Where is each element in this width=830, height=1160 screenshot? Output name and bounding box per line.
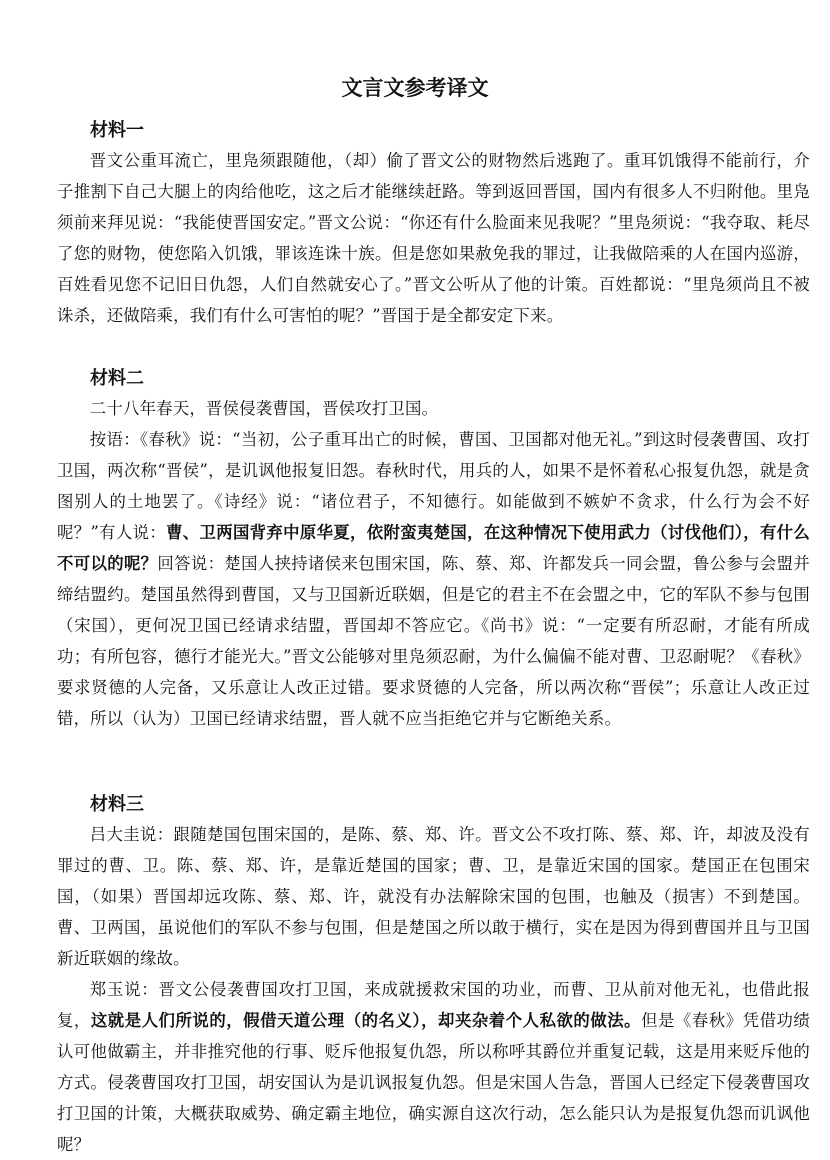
paragraph-text: 按语：《春秋》说：“当初，公子重耳出亡的时候，曹国、卫国都对他无礼。”到这时侵袭曹国、攻打卫国，两次称“晋侯”，是讥讽他报复旧怨。春秋时代，用兵的人，如果不是怀着私心报复仇怨，就是贪图别人的土地罢了。《诗经》说：“诸位君子，不知德行。如能做到不嫉妒不贪求，什么行为会不好呢？”有人说： (57, 430, 810, 542)
paragraph-text: 但是《春秋》凭借功绩认可他做霸主，并非推究他的行事、贬斥他报复仇怨，所以称呼其爵位并重复记载，这是用来贬斥他的方式。侵袭曹国攻打卫国，胡安国认为是讥讽报复仇怨。但是宋国人告急，晋国人已经定下侵袭曹国攻打卫国的计策，大概获取威势、确定霸主地位，确实源自这次行动，怎么能只认为是报复仇怨而讥讽他呢？ (57, 1011, 811, 1154)
document-title: 文言文参考译文 (341, 75, 489, 100)
bold-quote: 这就是人们所说的，假借天道公理（的名义），却夹杂着个人私欲的做法。 (90, 1011, 642, 1030)
section-heading-3: 材料三 (90, 794, 144, 815)
paragraph-text: 回答说：楚国人挟持诸侯来包围宋国，陈、蔡、郑、许都发兵一同会盟，鲁公参与会盟并缔结盟约。楚国虽然得到曹国，又与卫国新近联姻，但是它的君主不在会盟之中，它的军队不参与包围（宋国），更何况卫国已经请求结盟，晋国却不答应它。《尚书》说：“一定要有所忍耐，才能有所成功；有所包容，德行才能光大。”晋文公能够对里凫须忍耐，为什么偏偏不能对曹、卫忍耐呢？《春秋》要求贤德的人完备，又乐意让人改正过错。要求贤德的人完备，所以两次称“晋侯”；乐意让人改正过错，所以（认为）卫国已经请求结盟，晋人就不应当拒绝它并与它断绝关系。 (57, 554, 810, 728)
bold-quote: 曹、卫两国背弃中原华夏，依附蛮夷楚国，在这种情况下使用武力（讨伐他们），有什么不可以的呢？ (57, 523, 810, 573)
section-1-paragraph-1: 晋文公重耳流亡，里凫须跟随他，（却）偷了晋文公的财物然后逃跑了。重耳饥饿得不能前行，介子推割下自己大腿上的肉给他吃，这之后才能继续赶路。等到返回晋国，国内有很多人不归附他。里凫须前来拜见说：“我能使晋国安定。”晋文公说：“你还有什么脸面来见我呢？”里凫须说：“我夺取、耗尽了您的财物，使您陷入饥饿，罪该连诛十族。但是您如果赦免我的罪过，让我做陪乘的人在国内巡游，百姓看见您不记旧日仇怨，人们自然就安心了。”晋文公听从了他的计策。百姓都说：“里凫须尚且不被诛杀，还做陪乘，我们有什么可害怕的呢？”晋国于是全都安定下来。 (57, 151, 810, 325)
section-3-paragraph-2 (57, 974, 810, 1160)
section-3-paragraph-1: 吕大圭说：跟随楚国包围宋国的，是陈、蔡、郑、许。晋文公不攻打陈、蔡、郑、许，却波及没有罪过的曹、卫。陈、蔡、郑、许，是靠近楚国的国家；曹、卫，是靠近宋国的国家。楚国正在包围宋国，（如果）晋国却远攻陈、蔡、郑、许，就没有办法解除宋国的包围，也触及（损害）不到楚国。曹、卫两国，虽说他们的军队不参与包围，但是楚国之所以敢于横行，实在是因为得到曹国并且与卫国新近联姻的缘故。 (57, 825, 810, 968)
paragraph-text: 郑玉说：晋文公侵袭曹国攻打卫国，来成就援救宋国的功业，而曹、卫从前对他无礼，也借此报复， (57, 980, 810, 1030)
section-2-paragraph-1: 二十八年春天，晋侯侵袭曹国，晋侯攻打卫国。 (89, 399, 439, 418)
section-2-paragraph-2 (57, 424, 810, 734)
section-heading-2: 材料二 (90, 368, 144, 389)
section-heading-1: 材料一 (90, 120, 144, 141)
